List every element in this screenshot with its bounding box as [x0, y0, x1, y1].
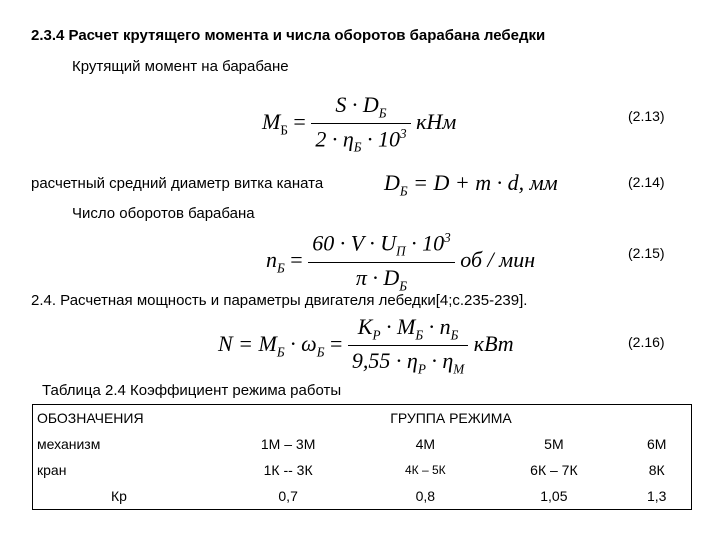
row-label: механизм: [33, 431, 212, 457]
row-label: Кр: [33, 483, 212, 510]
table-cell: 6М: [622, 431, 691, 457]
table-cell: 1М – 3М: [260, 436, 316, 452]
table-cell: 5М: [544, 436, 564, 452]
table-row: [33, 483, 692, 510]
table-cell: 1,3: [622, 483, 691, 510]
unit: , мм: [518, 170, 558, 195]
header-designations: ОБОЗНАЧЕНИЯ: [33, 405, 212, 432]
equation-2-14: $D_Б = D + m \cdot d$, мм: [384, 170, 558, 199]
equation-2-15: $n_Б$ = $\frac{60 \cdot V \cdot U_П \cdot 10^3}{\pi \cdot D_Б}$ об / мин: [266, 230, 536, 294]
equation-2-16: $N = M_Б \cdot \omega_Б$ = $\frac{K_Р \cdot M_Б \cdot n_Б}{9,55 \cdot \eta_Р \cdot \eta_М}$ кВт: [218, 314, 514, 377]
header-regime-group: ГРУППА РЕЖИМА: [211, 405, 692, 432]
diameter-label: расчетный средний диаметр витка каната: [31, 175, 324, 192]
section2-title: 2.4. Расчетная мощность и параметры двигателя лебедки[4;с.235-239].: [31, 292, 528, 309]
section-title: 2.3.4 Расчет крутящего момента и числа оборотов барабана лебедки: [31, 27, 546, 44]
equation-number-2-14: (2.14): [628, 174, 665, 190]
fraction: $\frac{K_Р \cdot M_Б \cdot n_Б}{9,55 \cdot \eta_Р \cdot \eta_М}$: [348, 314, 468, 378]
unit: кНм: [416, 109, 457, 135]
table-cell: 4М: [415, 436, 436, 452]
rpm-label: Число оборотов барабана: [72, 205, 255, 222]
row-label: кран: [33, 457, 212, 483]
table-cell: 1К -- 3К: [263, 462, 313, 478]
equation-2-13: $M_Б$ = $\frac{S \cdot D_Б}{2 \cdot \eta_Б \cdot 10^3}$ кНм: [262, 92, 457, 156]
table-caption: Таблица 2.4 Коэффициент режима работы: [42, 382, 342, 399]
table-row: [33, 431, 692, 457]
table-cell: 4К – 5К: [405, 463, 446, 477]
table-cell: 6К – 7К: [530, 462, 578, 478]
unit: кВт: [473, 330, 514, 356]
regime-table: [32, 404, 692, 510]
unit: об / мин: [460, 247, 536, 273]
torque-label: Крутящий момент на барабане: [72, 58, 289, 75]
table-cell: 1,05: [485, 483, 622, 510]
equation-number-2-13: (2.13): [628, 108, 665, 124]
table-header-row: [33, 405, 692, 432]
fraction: $\frac{S \cdot D_Б}{2 \cdot \eta_Б \cdot 10^3}$: [311, 92, 410, 156]
equation-number-2-16: (2.16): [628, 334, 665, 350]
equation-number-2-15: (2.15): [628, 245, 665, 261]
table-cell: 8К: [622, 457, 691, 483]
table-cell: 0,8: [365, 483, 485, 510]
table-row: [33, 457, 692, 483]
table-cell: 0,7: [211, 483, 365, 510]
fraction: $\frac{60 \cdot V \cdot U_П \cdot 10^3}{\pi \cdot D_Б}$: [308, 230, 455, 294]
